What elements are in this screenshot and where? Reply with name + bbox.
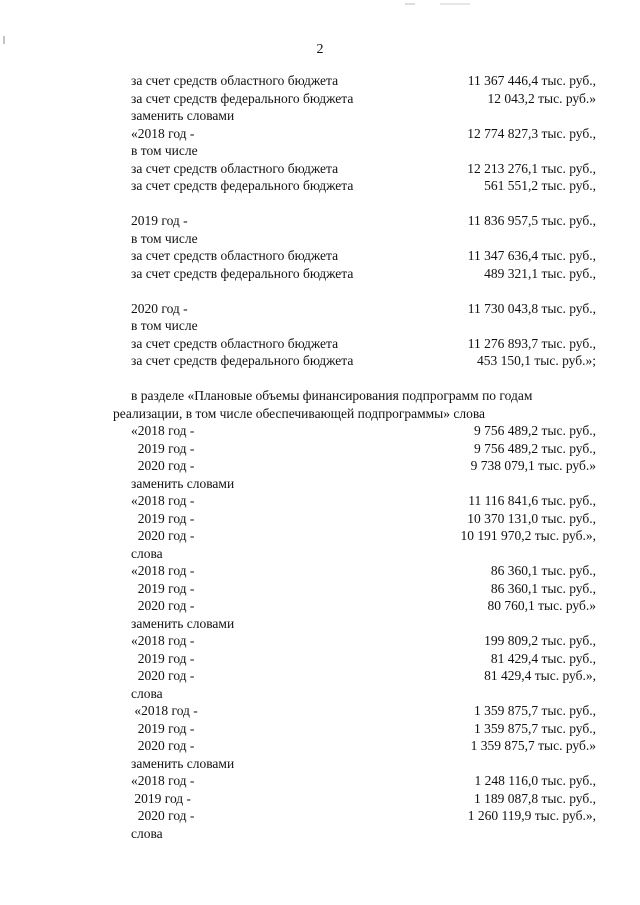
row-label: 2019 год - [131, 440, 195, 456]
row-label: слова [131, 685, 163, 701]
text-row [0, 615, 640, 633]
row-label: 2019 год - [131, 580, 195, 596]
text-row [0, 510, 640, 528]
row-label: «2018 год - [131, 493, 195, 508]
row-label: в том числе [131, 318, 198, 333]
text-row [0, 72, 640, 90]
row-label: заменить словами [131, 755, 235, 771]
text-row [0, 720, 640, 738]
row-label: в том числе [131, 230, 198, 246]
row-label: 2019 год - [131, 790, 192, 806]
row-label: 2020 год - [131, 300, 188, 316]
text-row [0, 440, 640, 458]
text-row [0, 352, 640, 370]
text-row [0, 107, 640, 125]
text-row [0, 702, 640, 720]
text-row [0, 597, 640, 615]
row-label: слова [131, 825, 163, 841]
text-row [0, 300, 640, 318]
text-row [0, 160, 640, 178]
spacer [0, 195, 640, 213]
text-row [0, 807, 640, 825]
row-amount: 86 360,1 тыс. руб., [490, 580, 596, 596]
paragraph-text-1: в разделе «Плановые объемы финансирования подпрограмм по годам [131, 388, 533, 403]
row-amount: 1 359 875,7 тыс. руб., [474, 720, 596, 736]
row-amount: 11 367 446,4 тыс. руб., [467, 73, 596, 88]
row-amount: 9 756 489,2 тыс. руб., [474, 440, 596, 456]
text-row [0, 667, 640, 685]
row-amount: 9 738 079,1 тыс. руб.» [470, 458, 596, 473]
row-label: 2020 год - [131, 668, 195, 683]
text-row [0, 265, 640, 283]
row-label: заменить словами [131, 615, 235, 631]
row-amount: 453 150,1 тыс. руб.»; [477, 353, 596, 368]
row-amount: 11 347 636,4 тыс. руб., [467, 248, 596, 263]
text-row [0, 737, 640, 755]
row-label: 2020 год - [131, 808, 195, 823]
row-amount: 86 360,1 тыс. руб., [490, 563, 596, 578]
row-label: в том числе [131, 143, 198, 158]
row-label: за счет средств федерального бюджета [131, 90, 354, 106]
row-amount: 1 359 875,7 тыс. руб.» [470, 738, 596, 753]
row-amount: 10 370 131,0 тыс. руб., [467, 510, 596, 526]
row-label: 2019 год - [131, 213, 188, 228]
block-d [0, 422, 640, 842]
row-label: 2019 год - [131, 650, 195, 666]
text-row [0, 632, 640, 650]
row-amount: 80 760,1 тыс. руб.» [487, 598, 596, 613]
text-row [0, 142, 640, 160]
spacer [0, 370, 640, 388]
text-row [0, 212, 640, 230]
block-a [0, 72, 640, 195]
row-label: 2020 год - [131, 528, 195, 543]
text-row [0, 755, 640, 773]
row-label: «2018 год - [131, 633, 195, 648]
text-row [0, 457, 640, 475]
page-number: 2 [316, 42, 324, 57]
row-amount: 489 321,1 тыс. руб., [484, 265, 596, 281]
row-amount: 11 116 841,6 тыс. руб., [468, 493, 596, 508]
text-row [0, 230, 640, 248]
row-amount: 10 191 970,2 тыс. руб.», [460, 528, 596, 543]
text-row [0, 562, 640, 580]
text-row [0, 790, 640, 808]
row-label: 2019 год - [131, 720, 195, 736]
row-label: заменить словами [131, 108, 235, 123]
row-label: за счет средств федерального бюджета [131, 178, 354, 193]
row-label: 2020 год - [131, 598, 195, 613]
text-row [0, 685, 640, 703]
row-label: за счет средств областного бюджета [131, 160, 339, 176]
text-row [0, 527, 640, 545]
text-row [0, 650, 640, 668]
row-amount: 199 809,2 тыс. руб., [484, 633, 596, 648]
row-label: «2018 год - [131, 773, 195, 788]
text-row [0, 125, 640, 143]
text-row [0, 335, 640, 353]
row-label: 2019 год - [131, 510, 195, 526]
row-amount: 1 189 087,8 тыс. руб., [474, 790, 596, 806]
row-label: «2018 год - [131, 125, 195, 141]
row-label: «2018 год - [131, 563, 195, 578]
row-amount: 11 836 957,5 тыс. руб., [467, 213, 596, 228]
row-amount: 561 551,2 тыс. руб., [484, 178, 596, 193]
row-label: за счет средств федерального бюджета [131, 265, 354, 281]
row-label: за счет средств областного бюджета [131, 335, 339, 351]
paragraph-line-2 [0, 405, 640, 423]
row-amount: 1 260 119,9 тыс. руб.», [467, 808, 596, 823]
row-amount: 12 043,2 тыс. руб.» [487, 90, 596, 106]
text-row [0, 422, 640, 440]
paragraph-text-2: реализации, в том числе обеспечивающей подпрограммы» слова [113, 405, 486, 421]
row-amount: 1 359 875,7 тыс. руб., [474, 703, 596, 718]
row-amount: 81 429,4 тыс. руб.», [484, 668, 596, 683]
row-label: заменить словами [131, 475, 235, 491]
text-row [0, 825, 640, 843]
row-label: слова [131, 545, 163, 561]
text-row [0, 772, 640, 790]
block-c [0, 300, 640, 370]
text-row [0, 247, 640, 265]
row-label: за счет средств областного бюджета [131, 73, 339, 88]
text-row [0, 492, 640, 510]
text-row [0, 90, 640, 108]
row-label: за счет средств федерального бюджета [131, 353, 354, 368]
block-b [0, 212, 640, 282]
row-amount: 11 276 893,7 тыс. руб., [467, 335, 596, 351]
text-row [0, 177, 640, 195]
spacer [0, 282, 640, 300]
text-row [0, 317, 640, 335]
text-row [0, 545, 640, 563]
row-amount: 11 730 043,8 тыс. руб., [467, 300, 596, 316]
text-row [0, 580, 640, 598]
row-amount: 81 429,4 тыс. руб., [490, 650, 596, 666]
text-row [0, 475, 640, 493]
row-label: за счет средств областного бюджета [131, 248, 339, 263]
row-amount: 9 756 489,2 тыс. руб., [474, 423, 596, 438]
paragraph-line-1 [0, 387, 640, 405]
row-amount: 1 248 116,0 тыс. руб., [474, 773, 596, 788]
row-label: 2020 год - [131, 458, 195, 473]
row-amount: 12 213 276,1 тыс. руб., [467, 160, 596, 176]
document-body [0, 72, 640, 842]
row-label: «2018 год - [131, 703, 198, 718]
row-label: «2018 год - [131, 423, 195, 438]
row-label: 2020 год - [131, 738, 195, 753]
row-amount: 12 774 827,3 тыс. руб., [467, 125, 596, 141]
